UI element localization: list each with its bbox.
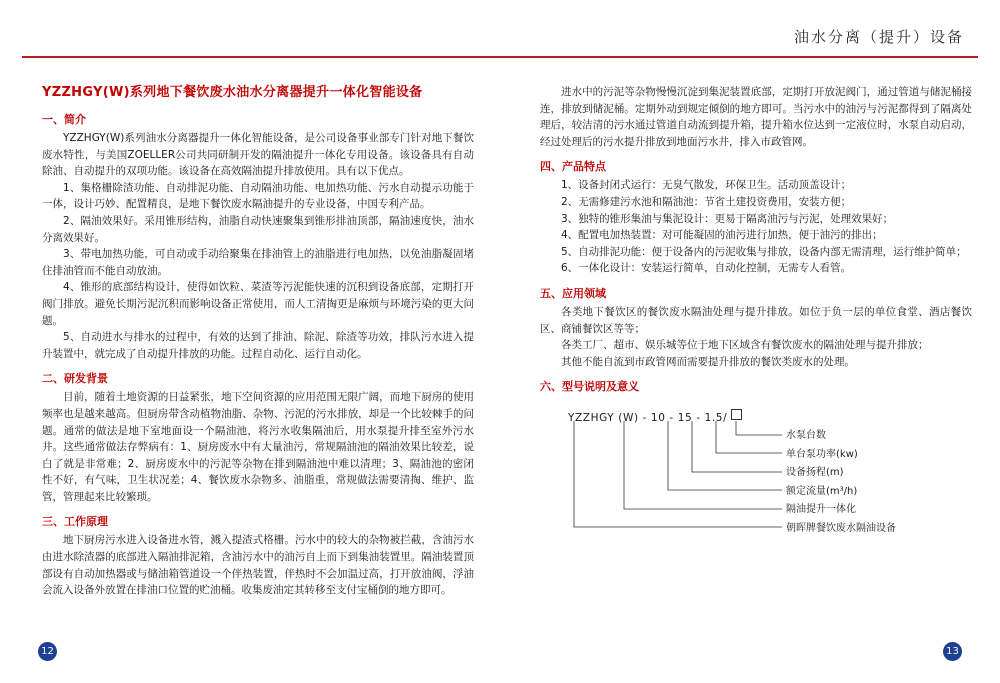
paragraph: 6、一体化设计：安装运行简单，自动化控制，无需专人看管。 (561, 262, 852, 275)
paragraph: 2、无需修建污水池和隔油池：节省土建投资费用，安装方便； (561, 195, 852, 208)
label-brand: 朝晖牌餐饮废水隔油设备 (786, 522, 896, 534)
page-spine (499, 70, 500, 663)
label-head: 设备扬程(m) (786, 467, 844, 479)
header-divider (22, 56, 978, 58)
page-title: YZZHGY(W)系列地下餐饮废水油水分离器提升一体化智能设备 (42, 85, 423, 100)
section-heading: 二、研发背景 (42, 372, 108, 386)
paragraph: YZZHGY(W)系列油水分离器提升一体化智能设备，是公司设备事业部专门针对地下餐饮废水特性，与美国ZOELLER公司共同研制开发的隔油提升一体化专用设备。该设备具有自动除油、自动提升的双项功能。该设备在高效隔油提升排放使用。具有以下优点。 (42, 132, 474, 178)
section-heading: 一、简介 (42, 113, 86, 126)
paragraph: 其他不能自流到市政管网而需要提升排放的餐饮类废水的处理。 (561, 355, 855, 368)
left-column (42, 84, 474, 599)
page-number-left: 12 (38, 642, 57, 661)
paragraph: 进水中的污泥等杂物慢慢沉淀到集泥装置底部，定期打开放泥阀门，通过管道与储泥桶接连，排放到储泥桶。定期外动到规定倾倒的地方即可。当污水中的油污与污泥都得到了隔离处理后，较洁清的污水通过管道自动流到提升箱，提升箱水位达到一定液位时，水泵自动启动，经过处理后的污水提升排放到地面污水井，排入市政管网。 (540, 86, 972, 148)
page-number-right: 13 (943, 642, 962, 661)
section-intro (42, 112, 474, 362)
model-code-labels (786, 427, 896, 538)
section-heading: 四、产品特点 (540, 160, 606, 174)
section-features (540, 159, 972, 277)
paragraph: 1、集格栅除渣功能、自动排泥功能、自动隔油功能、电加热功能、污水自动提示功能于一体，设计巧妙、配置精良，是地下餐饮废水隔油提升的专业设备，中国专利产品。 (42, 181, 474, 211)
paragraph: 地下厨房污水进入设备进水管，溅入提渣式格栅。污水中的较大的杂物被拦截，含油污水由进水除渣器的底部进入隔油排泥箱，含油污水中的油污自上而下到集油装置里。隔油装置顶部设有自动加热器或与储油箱管道设一个伴热装置，伴热时不会加温过高，打开放油阀，浮油会流入设备外放置在排油口位置的贮油桶。收集废油定其转移至支付宝桶倒的地方即可。 (42, 534, 474, 597)
model-code-prefix: YZZHGY (W) (568, 412, 639, 425)
header-title: 油水分离（提升）设备 (793, 28, 964, 46)
section-heading: 五、应用领域 (540, 286, 606, 300)
section-background (42, 371, 474, 505)
model-code-rest: - 10 - 15 - 1.5/ (642, 412, 728, 425)
right-column (540, 84, 972, 561)
page-header (0, 0, 1000, 62)
paragraph: 4、配置电加热装置：对可能凝固的油污进行加热，便于油污的排出； (561, 229, 883, 242)
paragraph: 3、独特的锥形集油与集泥设计：更易于隔离油污与污泥，处理效果好； (561, 212, 894, 225)
section-applications (540, 286, 972, 370)
model-code-diagram (540, 409, 972, 561)
paragraph: 目前，随着土地资源的日益紧张，地下空间资源的应用范围无限广阔，而地下厨房的使用频率也是越来越高。但厨房带含动植物油脂、杂物、污泥的污水排放，却是一个比较棘手的问题。通常的做法是地下室地面设一个隔油池，将污水收集隔油后，用水泵提升排至室外污水井。这些通常做法存弊病有：1、厨房废水中有大量油污，常规隔油池的隔油效果比较差，说白了就是非常难；2、厨房废水中的污泥等杂物在排到隔油池中难以清理；3、隔油池的密闭性不好，有气味，卫生状况差；4、餐饮废水杂物多、油脂重，常规做法需要清掏、维护、监管，管理起来比较繁琐。 (42, 391, 474, 503)
section-model-code (540, 379, 972, 561)
label-pump-power: 单台泵功率(kw) (786, 448, 858, 460)
label-integrated: 隔油提升一体化 (786, 504, 856, 516)
paragraph: 5、自动排泥功能：便于设备内的污泥收集与排放，设备内部无需清理，运行维护简单； (561, 245, 967, 258)
paragraph: 4、锥形的底部结构设计，使得如饮粒、菜渣等污泥能快速的沉积到设备底部，定期打开阀门排放。避免长期污泥沉积而影响设备正常使用，而人工清掏更是麻烦与环境污染的更大问题。 (42, 281, 474, 327)
paragraph: 5、自动进水与排水的过程中，有效的达到了排油、除泥、除渣等功效，排队污水进入提升装置中，就完成了自动提升排放的功能。过程自动化、运行自动化。 (42, 331, 474, 360)
section-heading: 六、型号说明及意义 (540, 380, 639, 394)
paragraph: 1、设备封闭式运行：无臭气散发，环保卫生。活动顶盖设计； (561, 179, 852, 192)
paragraph: 各类地下餐饮区的餐饮废水隔油处理与提升排放。如位于负一层的单位食堂、酒店餐饮区、商铺餐饮区等等； (540, 305, 972, 335)
paragraph: 3、带电加热功能，可自动或手动给聚集在排油管上的油脂进行电加热，以免油脂凝固堵住排油管而不能自动放油。 (42, 248, 474, 277)
paragraph: 各类工厂、超市、娱乐城等位于地下区域含有餐饮废水的隔油处理与提升排放； (561, 339, 929, 352)
paragraph: 2、隔油效果好。采用锥形结构，油脂自动快速聚集到锥形排油顶部，隔油速度快，油水分离效果好。 (42, 214, 474, 244)
section-heading: 三、工作原理 (42, 515, 108, 529)
leader-lines (540, 409, 972, 561)
label-rated-flow: 额定流量(m³/h) (786, 485, 858, 497)
section-principle (42, 514, 474, 598)
label-pump-count: 水泵台数 (786, 430, 826, 442)
